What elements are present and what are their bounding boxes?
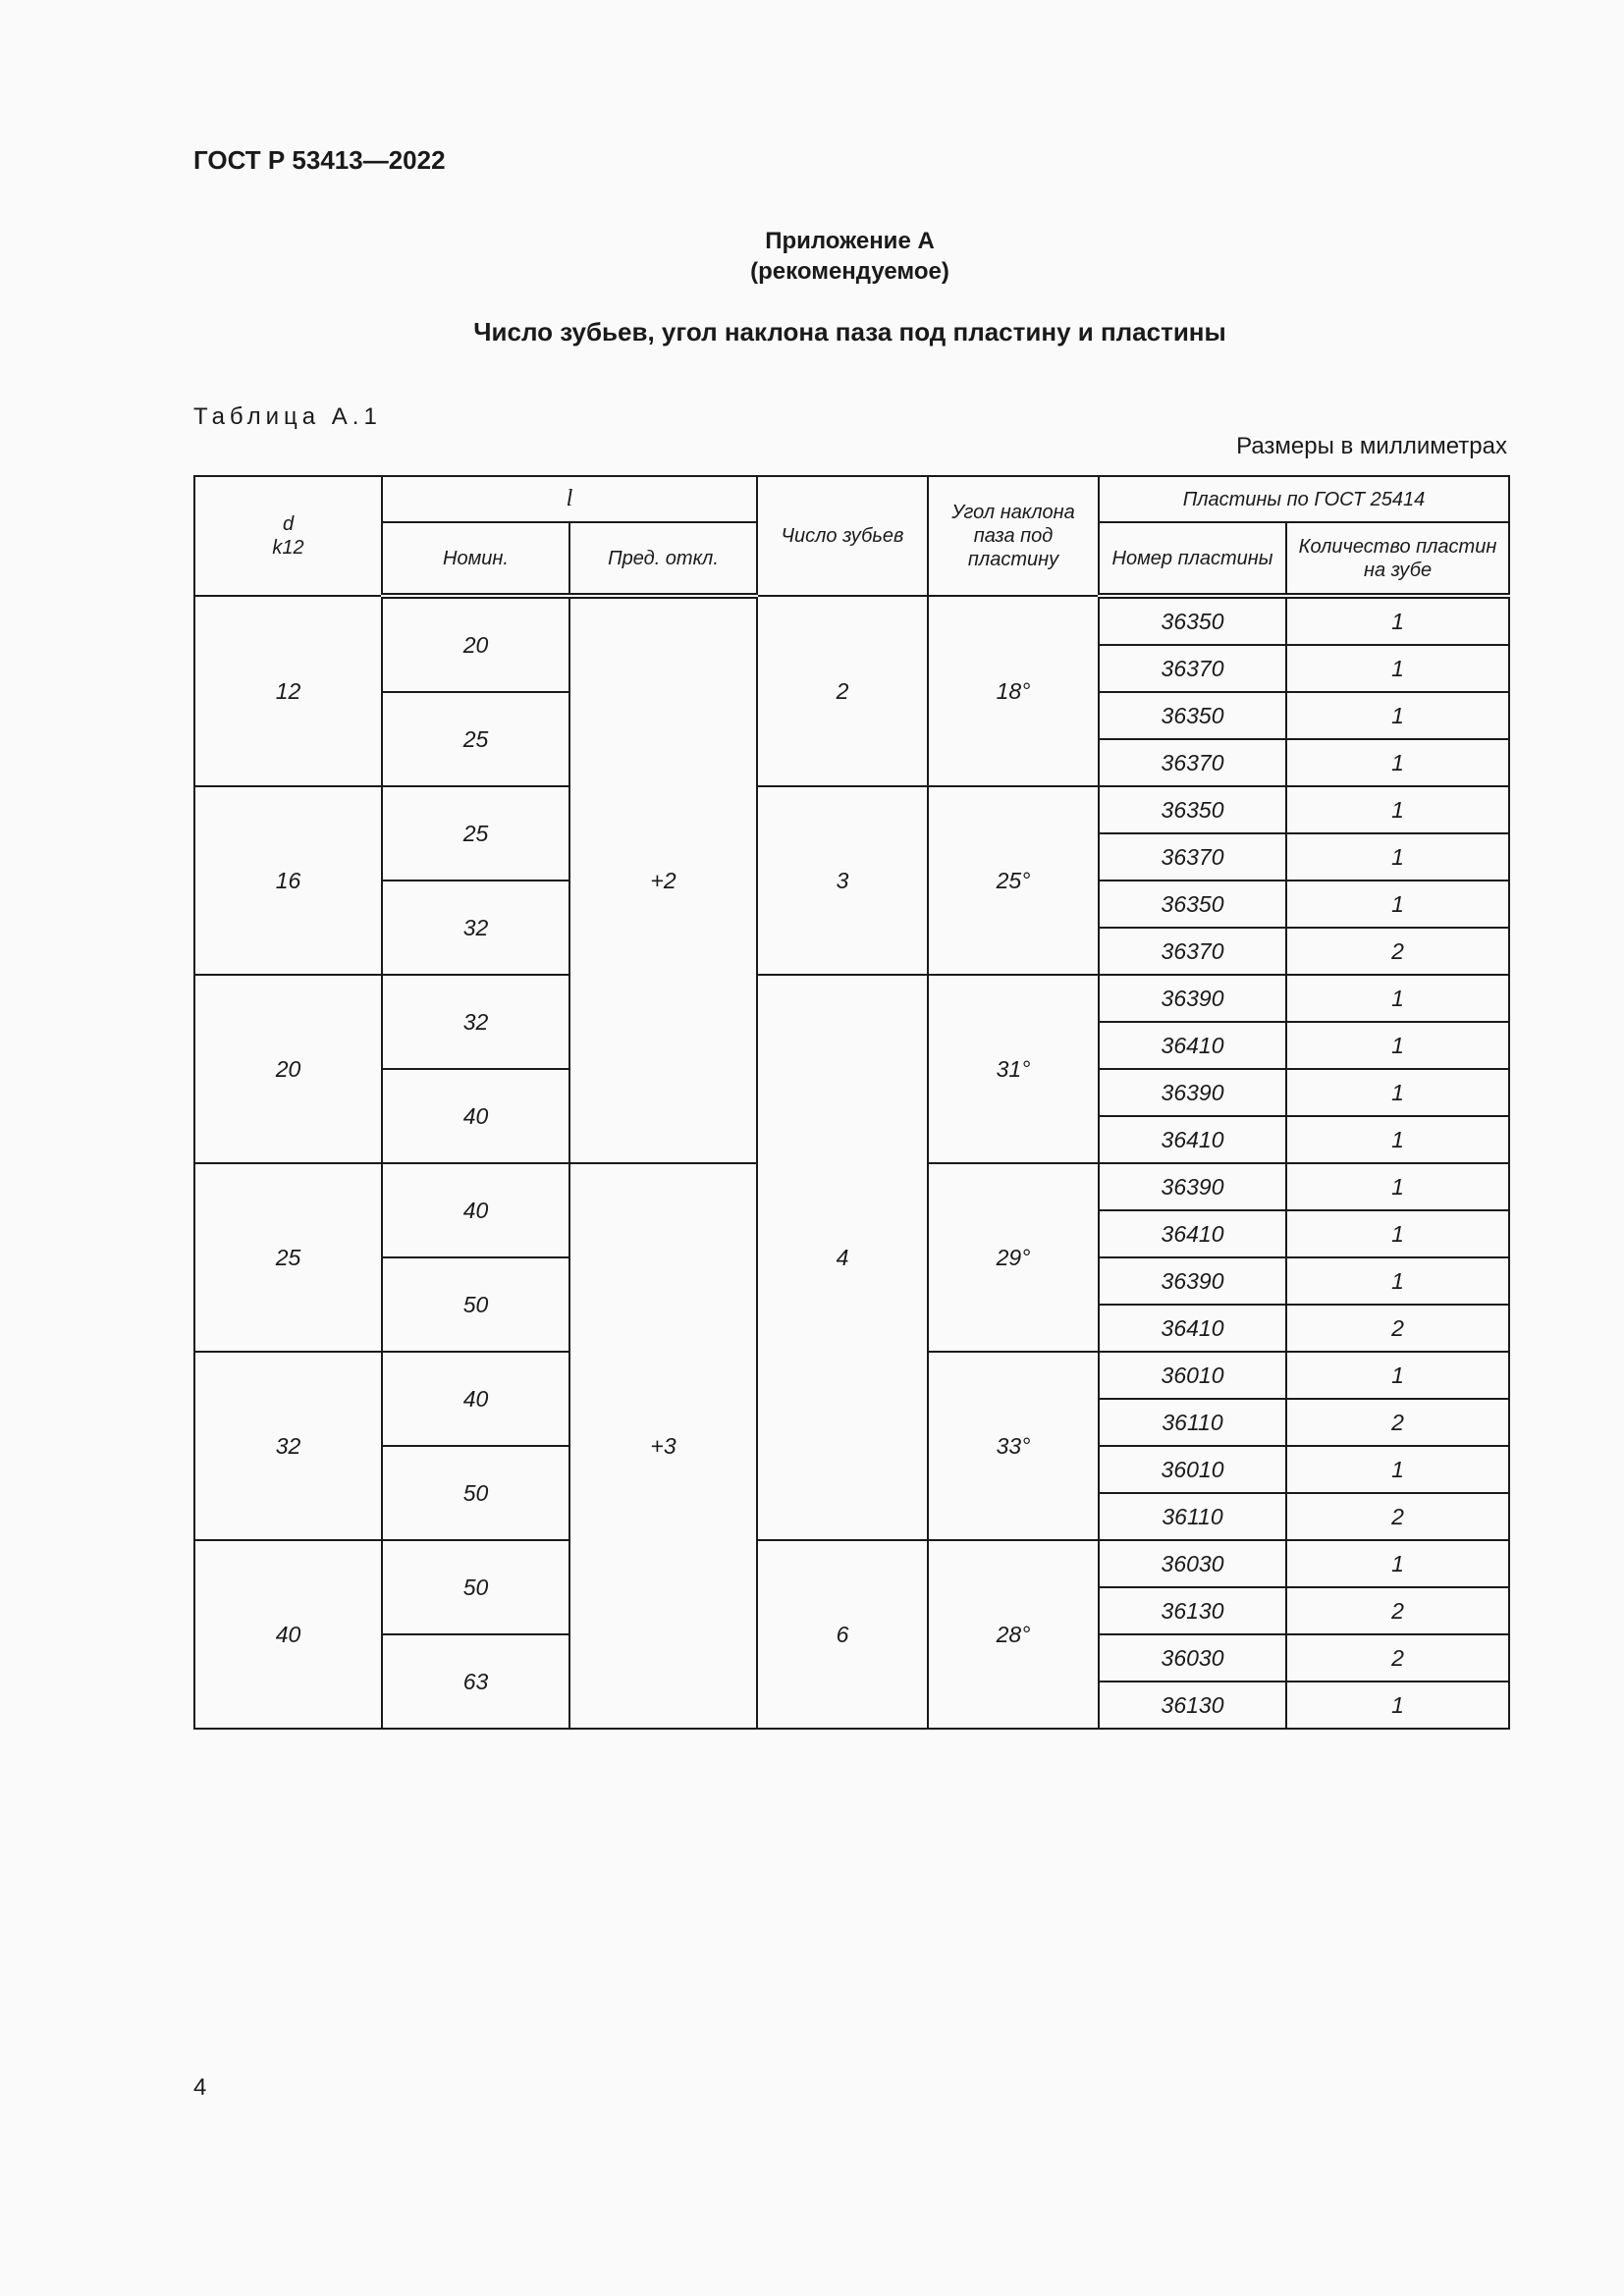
document-code: ГОСТ Р 53413—2022 <box>193 145 446 175</box>
plate-number-cell: 36410 <box>1099 1116 1286 1163</box>
plate-number-cell: 36390 <box>1099 1163 1286 1210</box>
d-cell: 40 <box>194 1540 382 1729</box>
l-nominal-cell: 20 <box>382 596 569 692</box>
plate-number-cell: 36010 <box>1099 1352 1286 1399</box>
plate-number-cell: 36410 <box>1099 1210 1286 1257</box>
header-angle: Угол наклона паза под пластину <box>928 476 1099 596</box>
plate-qty-cell: 1 <box>1286 833 1509 881</box>
angle-cell: 25° <box>928 786 1099 975</box>
header-d <box>194 476 382 596</box>
data-table <box>193 475 1510 1730</box>
plate-qty-cell: 1 <box>1286 786 1509 833</box>
plate-qty-cell: 1 <box>1286 596 1509 645</box>
angle-cell: 31° <box>928 975 1099 1163</box>
section-title: Число зубьев, угол наклона паза под пластину и пластины <box>473 317 1226 347</box>
plate-number-cell: 36370 <box>1099 928 1286 975</box>
header-d-symbol: d <box>282 513 295 535</box>
table-caption: Таблица А.1 <box>193 403 382 430</box>
l-nominal-cell: 25 <box>382 692 569 786</box>
l-nominal-cell: 32 <box>382 881 569 975</box>
header-plate-qty: Количество пластин на зубе <box>1286 522 1509 596</box>
header-nominal: Номин. <box>382 522 569 596</box>
units-note: Размеры в миллиметрах <box>1236 433 1507 459</box>
angle-cell: 33° <box>928 1352 1099 1540</box>
d-cell: 12 <box>194 596 382 786</box>
plate-number-cell: 36130 <box>1099 1682 1286 1729</box>
teeth-cell: 2 <box>757 596 928 786</box>
d-cell: 20 <box>194 975 382 1163</box>
plate-number-cell: 36370 <box>1099 833 1286 881</box>
teeth-cell: 4 <box>757 975 928 1540</box>
deviation-cell: +3 <box>569 1163 757 1729</box>
plate-qty-cell: 2 <box>1286 1399 1509 1446</box>
plate-qty-cell: 1 <box>1286 1682 1509 1729</box>
plate-number-cell: 36130 <box>1099 1587 1286 1634</box>
plate-qty-cell: 1 <box>1286 1352 1509 1399</box>
header-l-group <box>382 476 757 522</box>
plate-qty-cell: 1 <box>1286 1210 1509 1257</box>
plate-number-cell: 36350 <box>1099 692 1286 739</box>
d-cell: 25 <box>194 1163 382 1352</box>
plate-qty-cell: 1 <box>1286 692 1509 739</box>
plate-qty-cell: 2 <box>1286 1305 1509 1352</box>
header-plates-group: Пластины по ГОСТ 25414 <box>1099 476 1509 522</box>
appendix-heading <box>0 226 1624 287</box>
table-row <box>194 975 1509 1022</box>
d-cell: 16 <box>194 786 382 975</box>
l-nominal-cell: 63 <box>382 1634 569 1729</box>
plate-number-cell: 36350 <box>1099 881 1286 928</box>
plate-qty-cell: 1 <box>1286 1446 1509 1493</box>
plate-qty-cell: 1 <box>1286 645 1509 692</box>
plate-number-cell: 36350 <box>1099 596 1286 645</box>
table-row <box>194 1540 1509 1587</box>
table-row <box>194 786 1509 833</box>
plate-qty-cell: 2 <box>1286 1493 1509 1540</box>
plate-number-cell: 36390 <box>1099 975 1286 1022</box>
plate-number-cell: 36010 <box>1099 1446 1286 1493</box>
plate-qty-cell: 2 <box>1286 1634 1509 1682</box>
header-d-tolerance: k12 <box>272 537 304 559</box>
plate-number-cell: 36410 <box>1099 1305 1286 1352</box>
plate-qty-cell: 1 <box>1286 1116 1509 1163</box>
l-nominal-cell: 25 <box>382 786 569 881</box>
angle-cell: 18° <box>928 596 1099 786</box>
plate-number-cell: 36390 <box>1099 1257 1286 1305</box>
plate-qty-cell: 1 <box>1286 881 1509 928</box>
plate-qty-cell: 1 <box>1286 739 1509 786</box>
plate-number-cell: 36030 <box>1099 1540 1286 1587</box>
angle-cell: 29° <box>928 1163 1099 1352</box>
page-number: 4 <box>193 2074 207 2101</box>
plate-number-cell: 36110 <box>1099 1399 1286 1446</box>
appendix-subtitle: (рекомендуемое) <box>750 258 949 285</box>
plate-qty-cell: 2 <box>1286 928 1509 975</box>
plate-qty-cell: 1 <box>1286 975 1509 1022</box>
l-nominal-cell: 50 <box>382 1446 569 1540</box>
d-cell: 32 <box>194 1352 382 1540</box>
l-nominal-cell: 40 <box>382 1069 569 1163</box>
l-nominal-cell: 40 <box>382 1163 569 1257</box>
plate-number-cell: 36410 <box>1099 1022 1286 1069</box>
plate-qty-cell: 1 <box>1286 1022 1509 1069</box>
plate-qty-cell: 2 <box>1286 1587 1509 1634</box>
plate-number-cell: 36030 <box>1099 1634 1286 1682</box>
plate-qty-cell: 1 <box>1286 1257 1509 1305</box>
teeth-cell: 6 <box>757 1540 928 1729</box>
plate-number-cell: 36370 <box>1099 739 1286 786</box>
header-plate-number: Номер пластины <box>1099 522 1286 596</box>
l-nominal-cell: 50 <box>382 1257 569 1352</box>
plate-qty-cell: 1 <box>1286 1163 1509 1210</box>
table-row <box>194 596 1509 645</box>
l-nominal-cell: 50 <box>382 1540 569 1634</box>
plate-qty-cell: 1 <box>1286 1540 1509 1587</box>
l-nominal-cell: 40 <box>382 1352 569 1446</box>
angle-cell: 28° <box>928 1540 1099 1729</box>
deviation-cell: +2 <box>569 596 757 1163</box>
header-teeth: Число зубьев <box>757 476 928 596</box>
teeth-cell: 3 <box>757 786 928 975</box>
plate-number-cell: 36350 <box>1099 786 1286 833</box>
appendix-title: Приложение А <box>765 228 935 254</box>
l-nominal-cell: 32 <box>382 975 569 1069</box>
plate-number-cell: 36390 <box>1099 1069 1286 1116</box>
plate-number-cell: 36370 <box>1099 645 1286 692</box>
header-deviation: Пред. откл. <box>569 522 757 596</box>
plate-number-cell: 36110 <box>1099 1493 1286 1540</box>
plate-qty-cell: 1 <box>1286 1069 1509 1116</box>
header-l-symbol: l <box>566 486 573 511</box>
